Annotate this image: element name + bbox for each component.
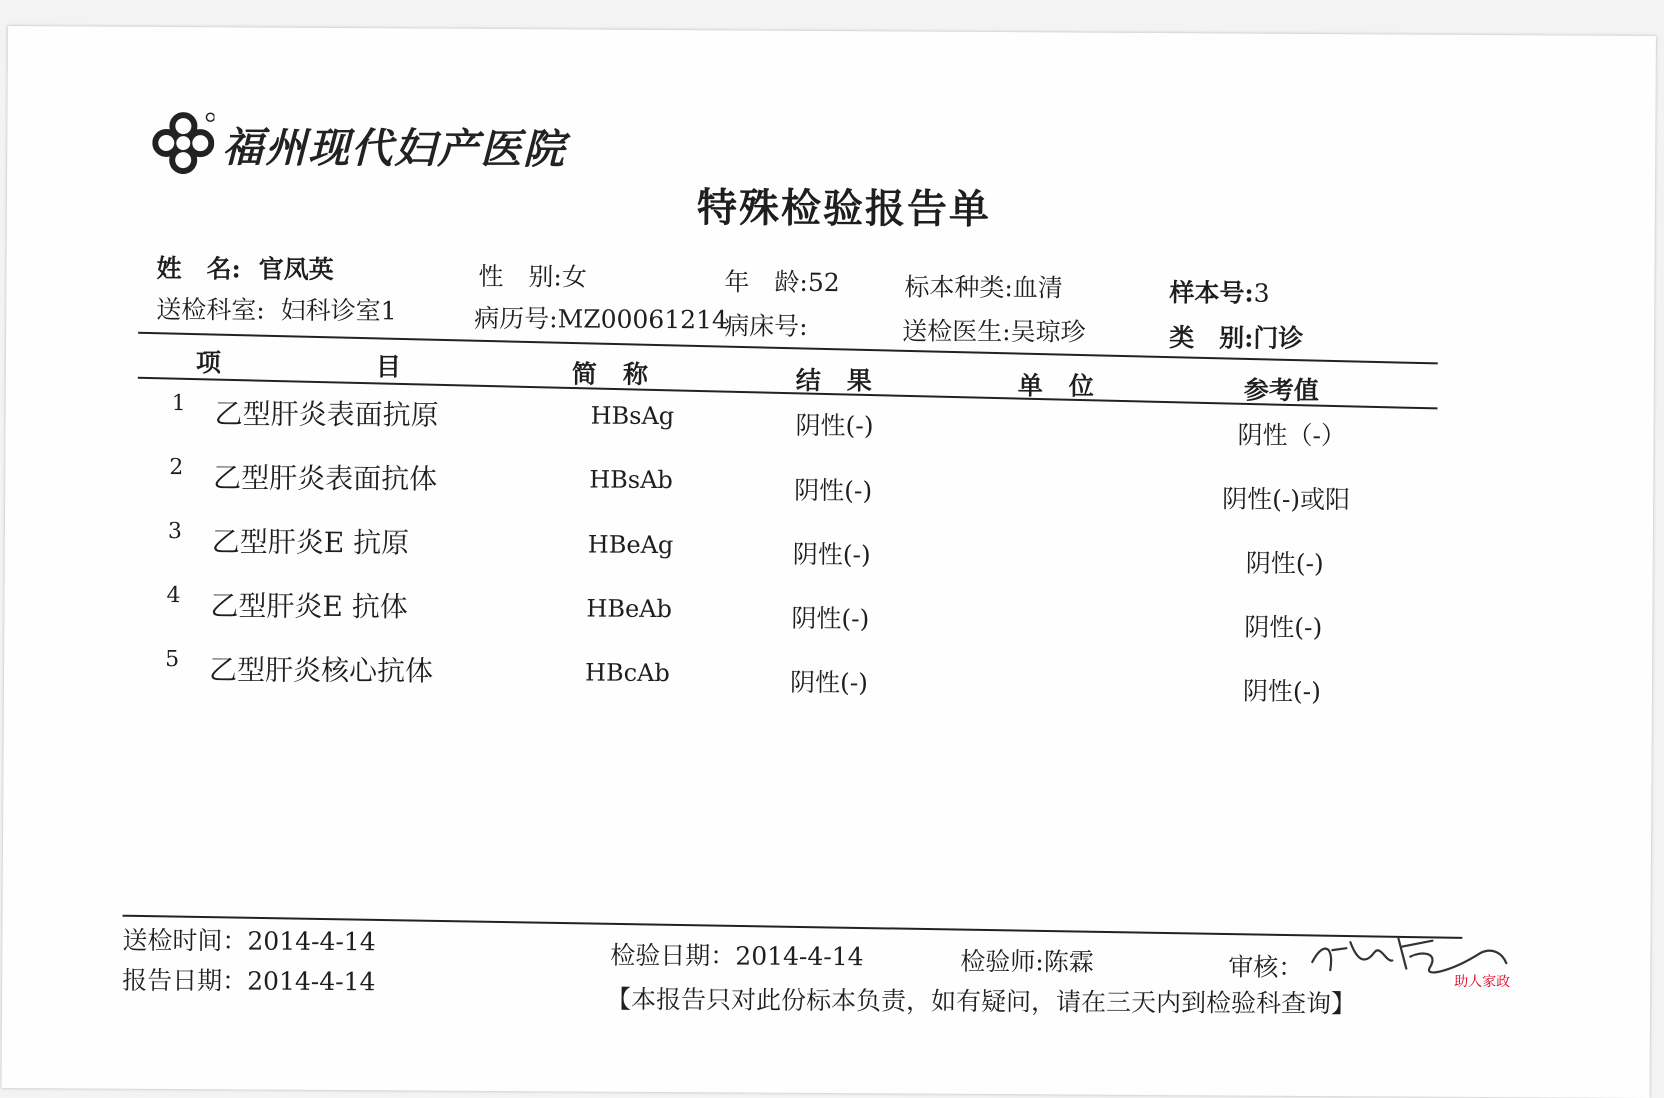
header-item-a: 项	[196, 343, 247, 379]
doctor-value: 吴琼珍	[1011, 317, 1086, 346]
table-row	[8, 26, 1656, 36]
department-label: 送检科室:	[156, 295, 265, 325]
report-title: 特殊检验报告单	[697, 176, 991, 235]
header-item-b: 目	[376, 347, 427, 383]
department-field	[156, 290, 397, 327]
row-reference: 阴性(-)	[1244, 608, 1322, 644]
watermark-stamp: 助人家政	[1454, 971, 1510, 991]
category-label: 类 别:	[1169, 323, 1253, 353]
row-item: 乙型肝炎核心抗体	[209, 648, 433, 689]
table-row	[8, 26, 1656, 36]
bed-label: 病床号:	[724, 311, 808, 341]
header-unit: 单位	[1018, 366, 1120, 403]
row-number: 4	[166, 583, 180, 608]
doctor-field	[902, 311, 1086, 348]
bed-no-field	[724, 306, 808, 343]
category-field	[1169, 318, 1303, 355]
row-result: 阴性(-)	[793, 535, 871, 571]
specimen-field	[904, 267, 1063, 304]
reviewer-label: 审核：	[1228, 952, 1303, 981]
patient-age-field	[724, 262, 839, 299]
row-result: 阴性(-)	[794, 471, 872, 507]
technician-label: 检验师:	[960, 947, 1044, 977]
hospital-logo	[152, 112, 566, 177]
row-item: 乙型肝炎E 抗原	[212, 520, 410, 561]
record-no-field	[474, 299, 728, 337]
header-reference: 参考值	[1244, 371, 1319, 407]
specimen-label: 标本种类:	[904, 272, 1013, 302]
send-time-value: 2014-4-14	[247, 926, 375, 956]
row-abbr: HBsAg	[591, 402, 675, 431]
header-abbr: 简称	[572, 354, 674, 391]
disclaimer: 【本报告只对此份标本负责，如有疑问，请在三天内到检验科查询】	[606, 980, 1356, 1021]
patient-name-label: 姓 名:	[156, 254, 240, 284]
sample-no-value: 3	[1254, 279, 1270, 308]
report-paper	[2, 26, 1656, 1098]
sex-label: 性 别:	[478, 262, 562, 292]
reviewer-field	[1228, 947, 1303, 983]
record-value: MZ00061214	[558, 304, 728, 334]
technician-value: 陈霖	[1044, 947, 1094, 976]
row-reference: 阴性(-)	[1243, 672, 1321, 708]
table-row	[8, 26, 1656, 36]
specimen-value: 血清	[1013, 273, 1063, 302]
row-number: 3	[168, 519, 182, 544]
record-label: 病历号:	[474, 304, 558, 334]
sample-no-field	[1169, 273, 1269, 310]
age-label: 年 龄:	[724, 267, 808, 297]
table-row	[8, 26, 1656, 36]
row-reference: 阴性(-)或阳	[1222, 479, 1350, 516]
department-value: 妇科诊室1	[281, 296, 397, 326]
row-item: 乙型肝炎E 抗体	[210, 584, 408, 625]
category-value: 门诊	[1253, 324, 1303, 353]
row-item: 乙型肝炎表面抗体	[213, 456, 437, 497]
header-result: 结果	[796, 361, 898, 398]
sample-no-label: 样本号:	[1169, 278, 1253, 308]
row-abbr: HBeAb	[586, 595, 672, 624]
row-result: 阴性(-)	[791, 599, 869, 635]
row-reference: 阴性(-)	[1246, 544, 1324, 580]
patient-name-field	[156, 249, 333, 286]
test-date-field	[610, 936, 863, 974]
hospital-emblem-icon	[152, 112, 214, 174]
report-date-label: 报告日期：	[122, 966, 247, 996]
test-date-label: 检验日期：	[610, 941, 735, 971]
row-number: 5	[165, 647, 179, 672]
row-result: 阴性(-)	[790, 663, 868, 699]
report-date-value: 2014-4-14	[247, 966, 375, 996]
row-reference: 阴性（-）	[1237, 416, 1346, 453]
row-abbr: HBeAg	[588, 531, 674, 560]
table-row	[8, 26, 1656, 36]
patient-name-value: 官凤英	[259, 255, 334, 284]
row-result: 阴性(-)	[795, 406, 873, 442]
technician-field	[960, 942, 1094, 979]
row-abbr: HBsAb	[589, 466, 673, 495]
hospital-name: 福州现代妇产医院	[222, 114, 566, 175]
age-value: 52	[808, 268, 840, 297]
row-item: 乙型肝炎表面抗原	[215, 392, 439, 433]
sex-value: 女	[562, 262, 587, 291]
test-date-value: 2014-4-14	[735, 941, 863, 971]
row-abbr: HBcAb	[585, 659, 670, 688]
patient-sex-field	[478, 257, 587, 294]
doctor-label: 送检医生:	[902, 316, 1011, 346]
row-number: 2	[169, 455, 183, 480]
send-time-field	[122, 921, 375, 959]
row-number: 1	[172, 391, 186, 416]
report-date-field	[122, 961, 375, 999]
send-time-label: 送检时间：	[122, 926, 247, 956]
